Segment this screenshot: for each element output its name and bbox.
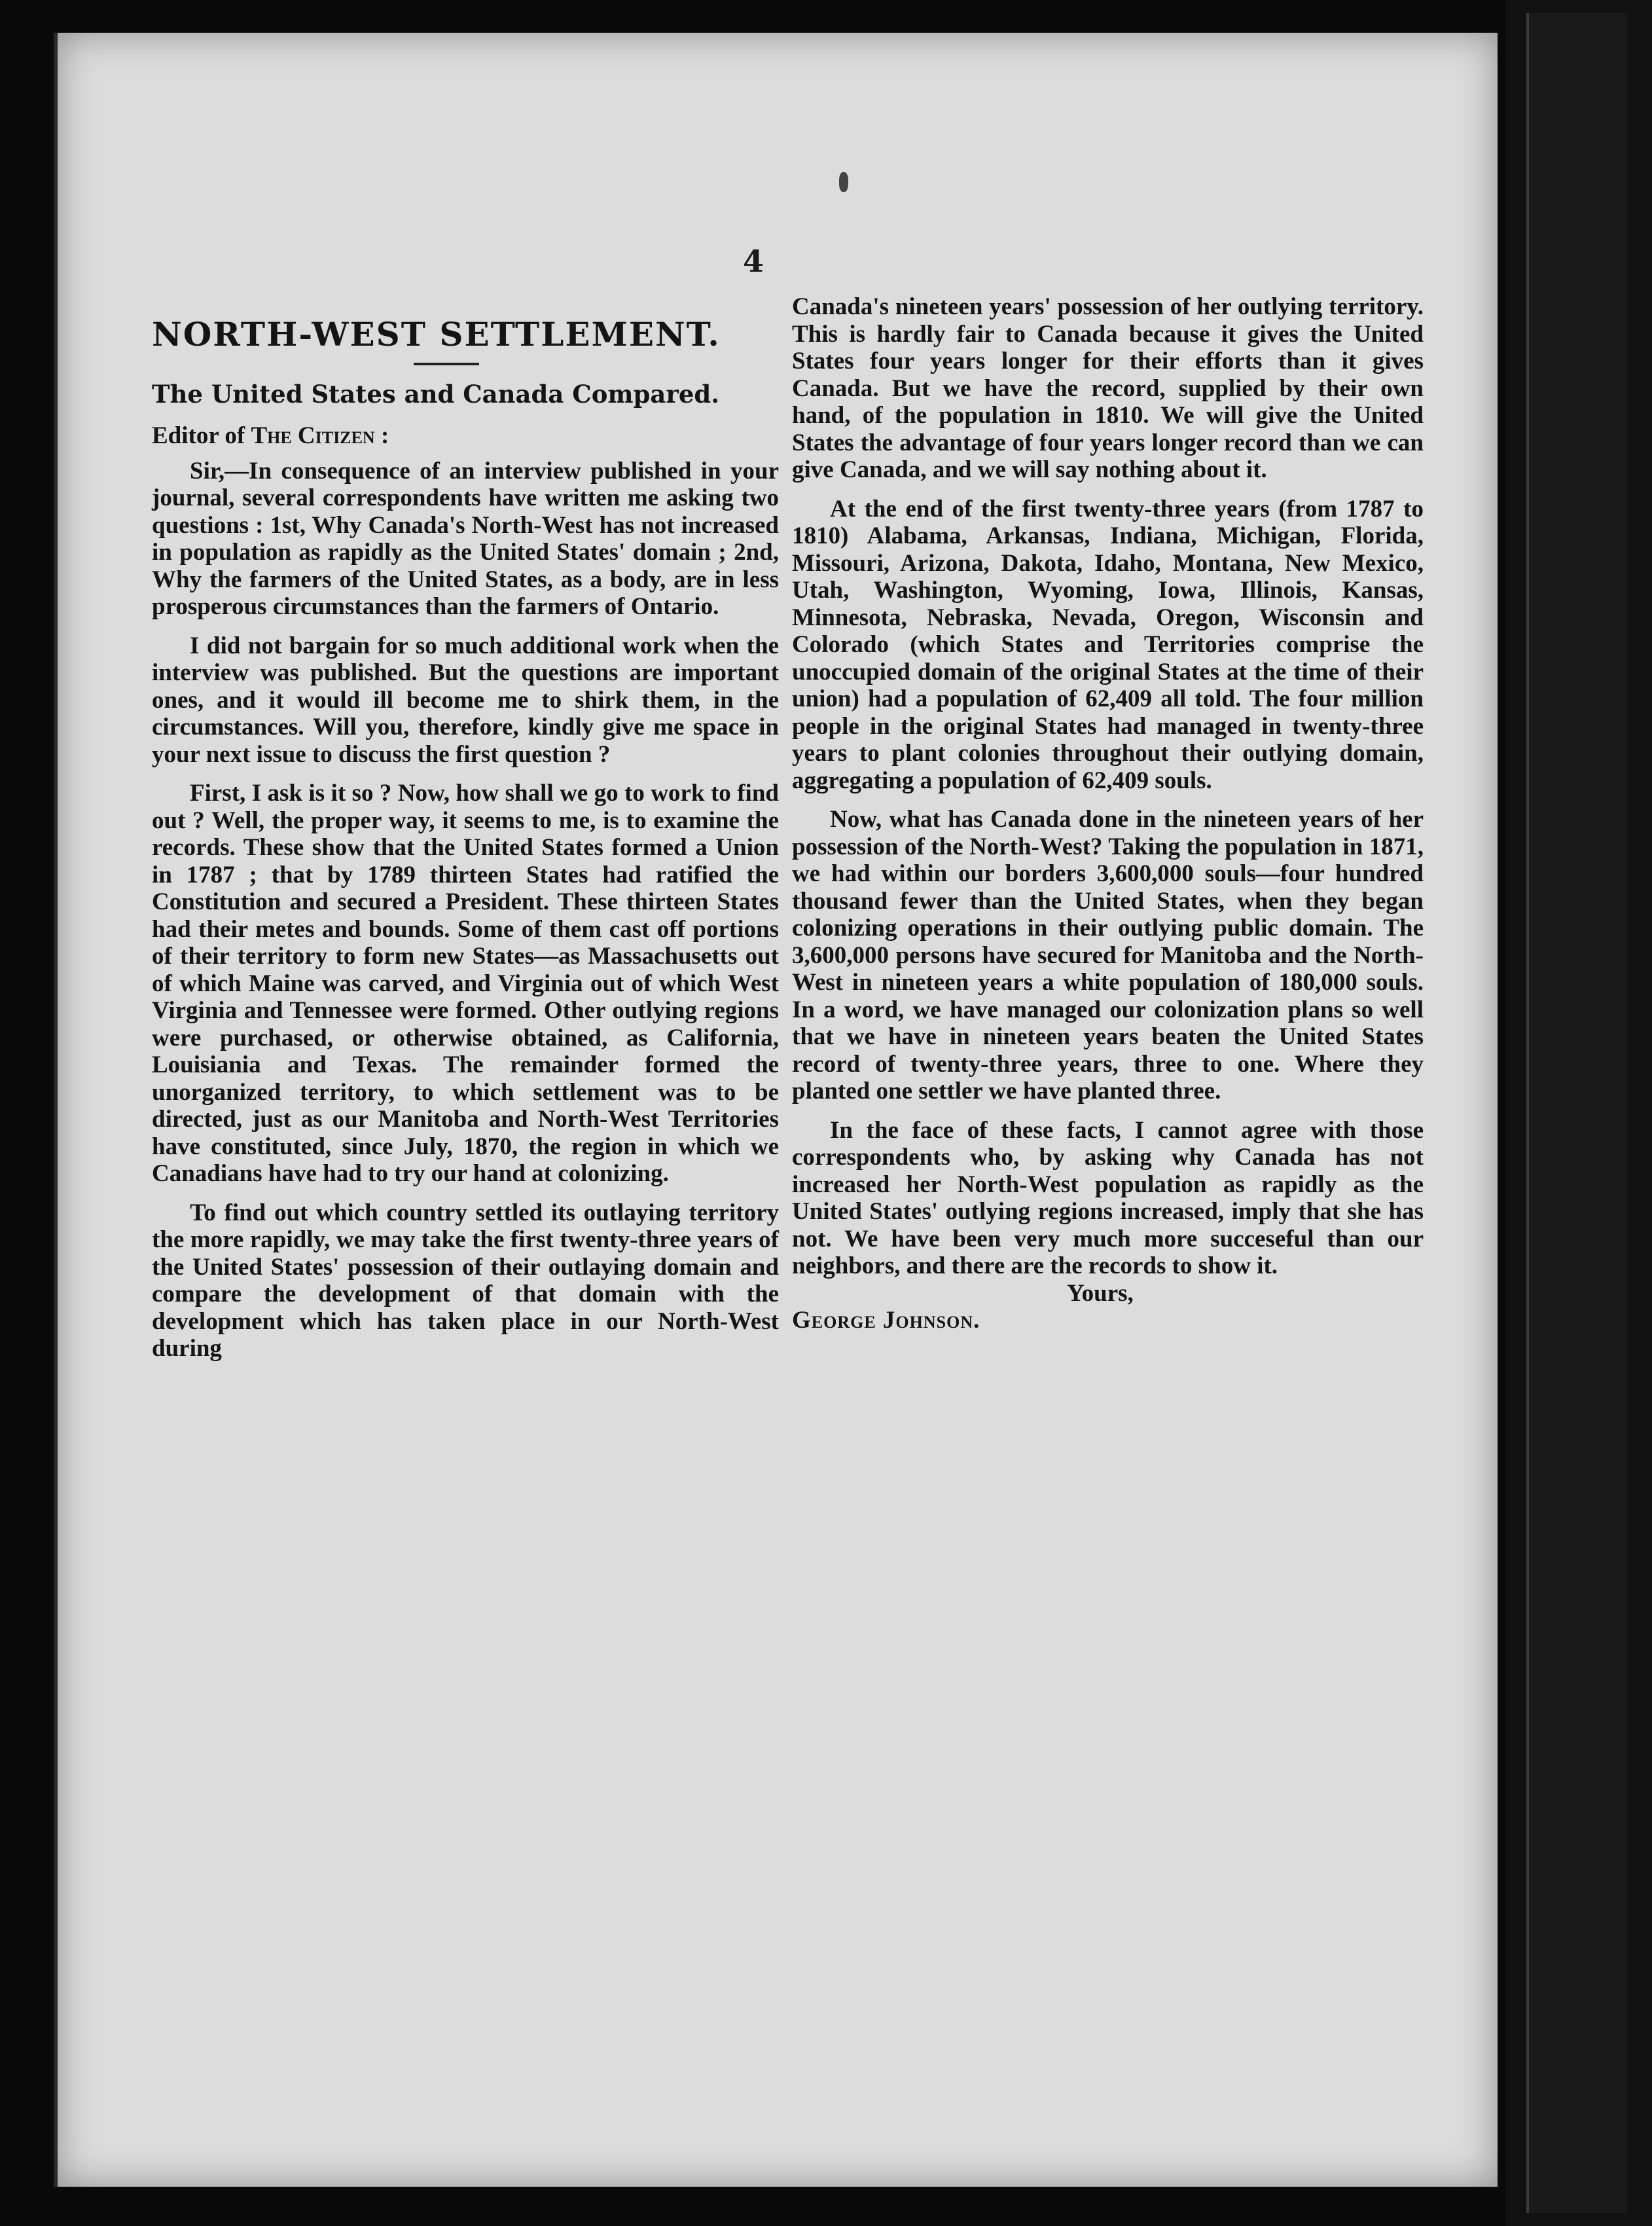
salutation-prefix: Editor of [152,422,245,449]
right-column [792,293,1424,1334]
left-column [152,315,779,1362]
adjacent-page-edge-inner [1526,13,1627,2213]
paragraph-right-4: In the face of these facts, I cannot agree with those correspondents who, by asking why Canada has not increased her North-West population as rapidly as the United States' outlying regions increased, imply that she has not. We have been very much more succeseful than our neighbors, and there are the records to show it. [792,1116,1424,1279]
closing: Yours, [1067,1279,1134,1307]
signature: George Johnson. [792,1307,980,1334]
salutation-name: The Citizen [251,422,375,449]
paragraph-left-1: Sir,—In consequence of an interview published in your journal, several correspondents have written me asking two questions : 1st, Why Canada's North-West has not increased in population as rapidly as the United States' domain ; 2nd, Why the farmers of the United States, as a body, are in less prosperous circumstances than the farmers of Ontario. [152,457,779,620]
paragraph-right-3: Now, what has Canada done in the nineteen years of her possession of the North-West? Taking the population in 1871, we had within our borders 3,600,000 souls—four hundred thousand fewer than the United States, when they began colonizing operations in their outlying public domain. The 3,600,000 persons have secured for Manitoba and the North-West in nineteen years a white population of 180,000 souls. In a word, we have managed our colonization plans so well that we have in nineteen years beaten the United States record of twenty-three years, three to one. Where they planted one settler we have planted three. [792,806,1424,1104]
paragraph-left-2: I did not bargain for so much additional work when the interview was published. But the questions are important ones, and it would ill become me to shirk them, in the circumstances. Will you, therefore, kindly give me space in your next issue to discuss the first question ? [152,632,779,768]
article-subheadline: The United States and Canada Compared. [152,379,720,409]
ink-smudge [839,172,848,192]
paragraph-right-2: At the end of the first twenty-three years (from 1787 to 1810) Alabama, Arkansas, Indiana, Michigan, Florida, Missouri, Arizona, Dakota, Idaho, Montana, New Mexico, Utah, Washington, Wyoming, Iowa, Illinois, Kansas, Minnesota, Nebraska, Nevada, Oregon, Wisconsin and Colorado (which States and Territories comprise the unoccupied domain of the original States at the time of their union) had a population of 62,409 all told. The four million people in the original States had managed in twenty-three years to plant colonies throughout their outlying domain, aggregating a population of 62,409 souls. [792,495,1424,794]
salutation-suffix: : [374,422,389,449]
headline-rule [414,363,479,365]
paragraph-right-1: Canada's nineteen years' possession of her outlying territory. This is hardly fair to Canada because it gives the United States four years longer for their efforts than it gives Canada. But we have the record, supplied by their own hand, of the population in 1810. We will give the United States the advantage of four years longer record than we can give Canada, and we will say nothing about it. [792,293,1424,483]
adjacent-page-edge [1505,0,1652,2226]
paragraph-left-4: To find out which country settled its outlaying territory the more rapidly, we may take the first twenty-three years of the United States' possession of their outlaying domain and compare the development of that domain with the development which has taken place in our North-West during [152,1199,779,1362]
article-headline: NORTH-WEST SETTLEMENT. [152,315,721,354]
paragraph-left-3: First, I ask is it so ? Now, how shall we go to work to find out ? Well, the proper way, it seems to me, is to examine the records. These show that the United States formed a Union in 1787 ; that by 1789 thirteen States had ratified the Constitution and secured a President. These thirteen States had their metes and bounds. Some of them cast off portions of their territory to form new States—as Massachusetts out of which Maine was carved, and Virginia out of which West Virginia and Tennessee were formed. Other outlying regions were purchased, or otherwise obtained, as California, Louisiania and Texas. The remainder formed the unorganized territory, to which settlement was to be directed, just as our Manitoba and North-West Territories have constituted, since July, 1870, the region in which we Canadians have had to try our hand at colonizing. [152,780,779,1187]
page-number: 4 [743,244,764,279]
salutation [152,422,779,450]
